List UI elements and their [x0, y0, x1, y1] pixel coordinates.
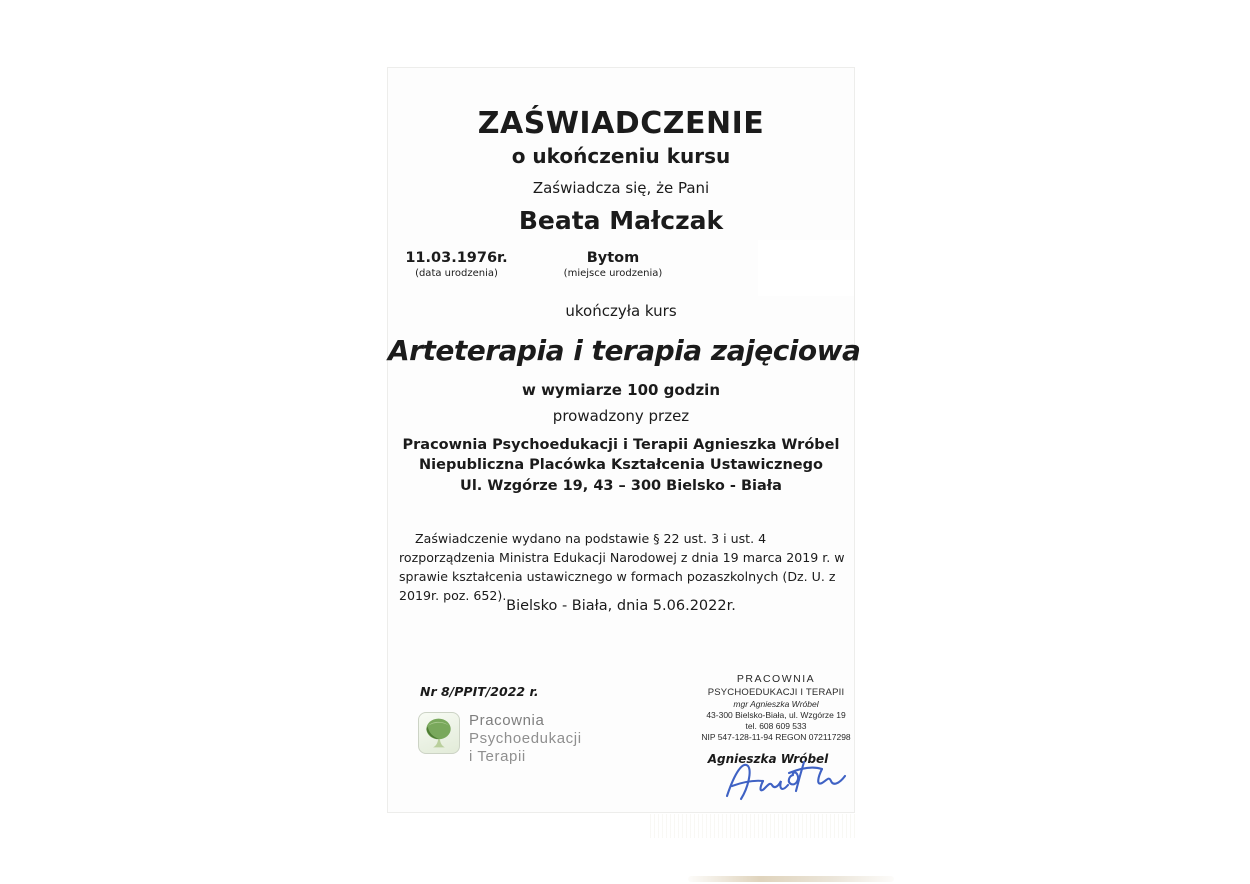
scan-noise-band — [650, 814, 858, 838]
stamp-line-4: 43-300 Bielsko-Biała, ul. Wzgórze 19 — [706, 710, 846, 721]
stamp-line-3: mgr Agnieszka Wróbel — [733, 698, 819, 709]
logo-wordmark — [469, 712, 582, 766]
tree-logo-icon — [418, 712, 460, 754]
birth-place-label: (miejsce urodzenia) — [563, 268, 663, 279]
course-hours: w wymiarze 100 godzin — [522, 381, 720, 399]
stamp-line-6: NIP 547-128-11-94 REGON 072117298 — [701, 732, 851, 743]
birth-place-block — [533, 250, 693, 279]
stamp-line-2: PSYCHOEDUKACJI I TERAPII — [707, 686, 845, 698]
legal-basis-paragraph: Zaświadczenie wydano na podstawie § 22 ust. 3 i ust. 4 rozporządzenia Ministra Edukacji Narodowej z dnia 19 marca 2019 r. w sprawie kształcenia ustawicznego w formach pozaszkolnych (Dz. U. z 2019r. poz. 652). — [399, 531, 845, 603]
organizer-line-1: Pracownia Psychoedukacji i Terapii Agnieszka Wróbel — [402, 437, 840, 453]
conducted-by-label: prowadzony przez — [552, 407, 690, 425]
birth-place-value: Bytom — [586, 250, 640, 266]
handwritten-signature-ink — [721, 756, 853, 804]
scan-whiteout-patch — [758, 240, 854, 296]
issue-place-date: Bielsko - Biała, dnia 5.06.2022r. — [506, 598, 736, 614]
intro-line: Zaświadcza się, że Pani — [532, 179, 710, 197]
birth-date-label: (data urodzenia) — [415, 268, 498, 279]
organizer-logo — [418, 712, 582, 766]
birth-date-value: 11.03.1976r. — [405, 250, 508, 266]
organizer-line-3: Ul. Wzgórze 19, 43 – 300 Bielsko - Biała — [460, 477, 782, 494]
course-title: Arteterapia i terapia zajęciowa — [388, 334, 861, 367]
organizer-stamp — [682, 673, 870, 743]
logo-line-1: Pracownia — [469, 712, 545, 729]
recipient-name: Beata Małczak — [518, 206, 724, 235]
completion-phrase: ukończyła kurs — [565, 302, 677, 320]
birth-date-block — [394, 250, 519, 279]
logo-line-3: i Terapii — [469, 748, 526, 765]
signatory-name: Agnieszka Wróbel — [707, 752, 829, 766]
certificate-number: Nr 8/PPIT/2022 r. — [420, 684, 539, 699]
stamp-line-5: tel. 608 609 533 — [745, 721, 807, 732]
certificate-sheet — [387, 67, 861, 813]
certificate-title: ZAŚWIADCZENIE — [477, 106, 765, 141]
logo-line-2: Psychoedukacji — [469, 730, 582, 747]
organizer-line-2: Niepubliczna Placówka Kształcenia Ustawicznego — [419, 457, 823, 474]
scan-edge-streak — [688, 876, 894, 882]
organizer-block — [388, 435, 854, 496]
certificate-subtitle: o ukończeniu kursu — [511, 144, 731, 168]
stamp-line-1: PRACOWNIA — [736, 673, 816, 685]
